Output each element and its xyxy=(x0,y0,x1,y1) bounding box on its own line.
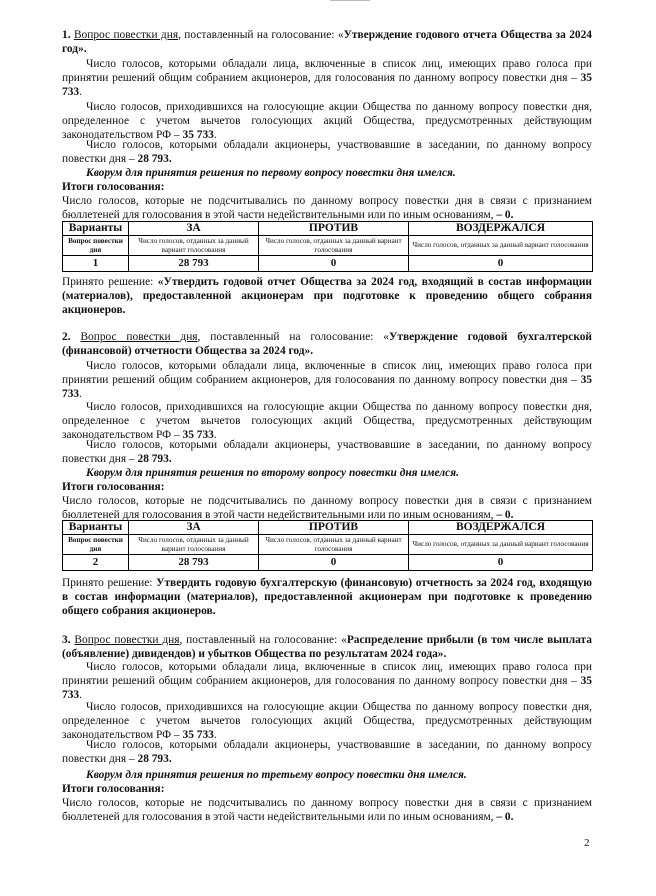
q2-votes-present: Число голосов, которыми обладали акционеры, участвовавшие в заседании, по данному вопросу повестки дня – 28 793. xyxy=(62,439,592,466)
q2-votes-present-value: 28 793. xyxy=(137,453,172,466)
header-for: ЗА xyxy=(129,222,259,236)
subheader-against: Число голосов, отданных за данный вариант голосования xyxy=(259,535,409,555)
q2-title: Утверждение годовой бухгалтерской (финансовой) отчетности Общества за 2024 год». xyxy=(62,331,592,358)
q1-votes-list: Число голосов, которыми обладали лица, включенные в список лиц, имеющих право голоса при принятии решений общим собранием акционеров, для голосования по данному вопросу повестки дня – 35 733. xyxy=(62,58,592,99)
subheader-for: Число голосов, отданных за данный вариант голосования xyxy=(129,535,259,555)
header-against: ПРОТИВ xyxy=(259,222,409,236)
subheader-abstained: Число голосов, отданных за данный вариант голосования xyxy=(409,535,593,555)
q1-votes-present-value: 28 793. xyxy=(137,153,172,166)
q1-title: Утверждение годового отчета Общества за 2024 год». xyxy=(62,29,592,56)
q3-lead-underlined: Вопрос повестки дня xyxy=(74,634,180,646)
q1-invalid-votes: Число голосов, которые не подсчитывались по данному вопросу повестки дня в связи с признанием бюллетеней для голосования в этой части недействительными или по иным основаниям, – 0. xyxy=(62,195,592,222)
q3-votes-shares: Число голосов, приходившихся на голосующие акции Общества по данному вопросу повестки дня, определенное с учетом вычетов голосующих акций Общества, предусмотренных действующим законодательством РФ – 35 733. xyxy=(62,701,592,742)
q2-votes-list: Число голосов, которыми обладали лица, включенные в список лиц, имеющих право голоса при принятии решений общим собранием акционеров, для голосования по данному вопросу повестки дня – 35 733. xyxy=(62,360,592,401)
q3-invalid-votes: Число голосов, которые не подсчитывались по данному вопросу повестки дня в связи с признанием бюллетеней для голосования в этой части недействительными или по иным основаниям, – 0. xyxy=(62,797,592,824)
q3-heading xyxy=(62,633,592,661)
q3-number: 3. xyxy=(62,634,71,646)
q2-votes-shares: Число голосов, приходившихся на голосующие акции Общества по данному вопросу повестки дня, определенное с учетом вычетов голосующих акций Общества, предусмотренных действующим законодательством РФ – 35 733. xyxy=(62,401,592,442)
scan-mark xyxy=(330,0,370,4)
header-variants: Варианты xyxy=(63,222,129,236)
q1-lead-underlined: Вопрос повестки дня xyxy=(73,29,179,41)
q2-lead-underlined: Вопрос повестки дня xyxy=(80,331,198,343)
q1-results-table xyxy=(62,221,593,272)
q2-heading xyxy=(62,330,592,358)
q3-lead: , поставленный на голосование: « xyxy=(179,634,347,646)
header-variants: Варианты xyxy=(63,521,129,535)
q2-row-question: 2 xyxy=(63,555,129,571)
q3-title: Распределение прибыли (в том числе выплата (объявление) дивидендов) и убытков Общества по результатам 2024 года». xyxy=(62,634,592,661)
q3-votes-shares-value: 35 733 xyxy=(182,729,214,742)
q2-number: 2. xyxy=(62,331,71,343)
q1-row-question: 1 xyxy=(63,256,129,272)
q1-number: 1. xyxy=(62,29,71,41)
q1-decision-text: «Утвердить годовой отчет Общества за 2024 год, входящий в состав информации (материалов), предоставленной акционерам при подготовке к проведению общего собрания акционеров. xyxy=(62,276,592,317)
header-abstained: ВОЗДЕРЖАЛСЯ xyxy=(409,222,593,236)
subheader-abstained: Число голосов, отданных за данный вариант голосования xyxy=(409,236,593,256)
q1-votes-shares: Число голосов, приходившихся на голосующие акции Общества по данному вопросу повестки дня, определенное с учетом вычетов голосующих акций Общества, предусмотренных действующим законодательством РФ – 35 733. xyxy=(62,101,592,142)
q2-results-table xyxy=(62,520,593,571)
header-for: ЗА xyxy=(129,521,259,535)
q1-heading xyxy=(62,28,592,56)
subheader-against: Число голосов, отданных за данный вариант голосования xyxy=(259,236,409,256)
q1-row-against: 0 xyxy=(259,256,409,272)
q1-votes-shares-value: 35 733 xyxy=(182,129,214,142)
q1-row-for: 28 793 xyxy=(129,256,259,272)
q2-votes-list-value: 35 733 xyxy=(62,374,592,401)
q2-results-heading: Итоги голосования: xyxy=(62,481,165,493)
q1-row-abstained: 0 xyxy=(409,256,593,272)
q1-lead: , поставленный на голосование: « xyxy=(178,29,344,41)
subheader-for: Число голосов, отданных за данный вариант голосования xyxy=(129,236,259,256)
q2-votes-shares-value: 35 733 xyxy=(182,429,214,442)
q2-quorum: Кворум для принятия решения по второму вопросу повестки дня имелся. xyxy=(86,467,459,479)
subheader-question: Вопрос повестки дня xyxy=(63,236,129,256)
q1-votes-list-value: 35 733 xyxy=(62,72,592,99)
header-against: ПРОТИВ xyxy=(259,521,409,535)
q1-quorum: Кворум для принятия решения по первому вопросу повестки дня имелся. xyxy=(86,167,456,179)
q3-votes-list-value: 35 733 xyxy=(62,675,592,702)
q2-decision: Принято решение: Утвердить годовую бухгалтерскую (финансовую) отчетность за 2024 год, входящую в состав информации (материалов), предоставленной акционерам при подготовке к проведению общего собрания акционеров. xyxy=(62,577,592,618)
q3-votes-present: Число голосов, которыми обладали акционеры, участвовавшие в заседании, по данному вопросу повестки дня – 28 793. xyxy=(62,739,592,766)
q3-results-heading: Итоги голосования: xyxy=(62,783,165,795)
q2-row-abstained: 0 xyxy=(409,555,593,571)
subheader-question: Вопрос повестки дня xyxy=(63,535,129,555)
q1-votes-present: Число голосов, которыми обладали акционеры, участвовавшие в заседании, по данному вопросу повестки дня – 28 793. xyxy=(62,139,592,166)
q3-votes-list: Число голосов, которыми обладали лица, включенные в список лиц, имеющих право голоса при принятии решений общим собранием акционеров, для голосования по данному вопросу повестки дня – 35 733. xyxy=(62,661,592,702)
header-abstained: ВОЗДЕРЖАЛСЯ xyxy=(409,521,593,535)
q1-decision: Принято решение: «Утвердить годовой отчет Общества за 2024 год, входящий в состав информации (материалов), предоставленной акционерам при подготовке к проведению общего собрания акционеров. xyxy=(62,276,592,317)
q3-quorum: Кворум для принятия решения по третьему вопросу повестки дня имелся. xyxy=(86,769,467,781)
q2-row-for: 28 793 xyxy=(129,555,259,571)
q3-votes-present-value: 28 793. xyxy=(137,753,172,766)
q1-results-heading: Итоги голосования: xyxy=(62,181,165,193)
page-number: 2 xyxy=(584,837,590,849)
q2-lead: , поставленный на голосование: « xyxy=(197,331,389,343)
q2-row-against: 0 xyxy=(259,555,409,571)
q2-decision-text: Утвердить годовую бухгалтерскую (финансовую) отчетность за 2024 год, входящую в состав информации (материалов), предоставленной акционерам при подготовке к проведению общего собрания акционеров. xyxy=(62,577,592,618)
q2-invalid-votes: Число голосов, которые не подсчитывались по данному вопросу повестки дня в связи с признанием бюллетеней для голосования в этой части недействительными или по иным основаниям, – 0. xyxy=(62,495,592,522)
